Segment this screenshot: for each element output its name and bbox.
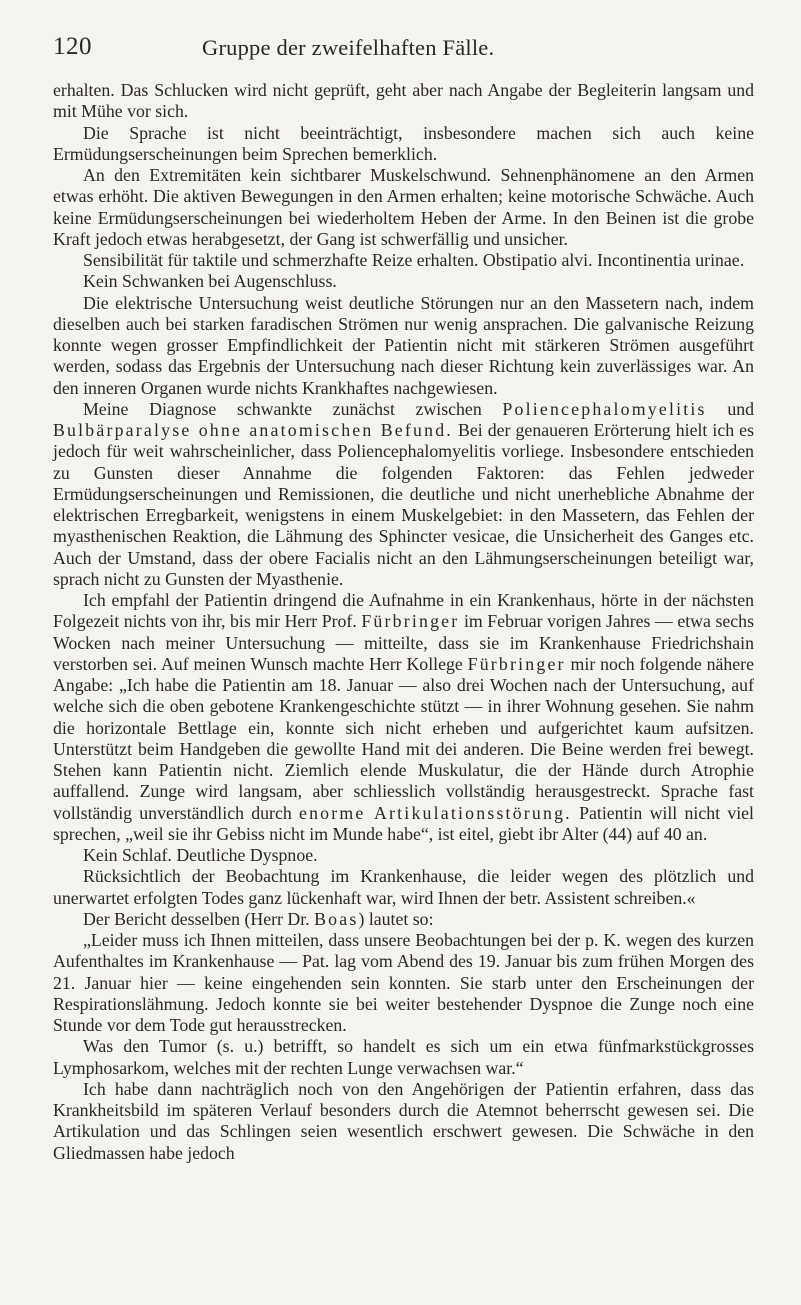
text-run: „Leider muss ich Ihnen mitteilen, dass unsere Beobachtungen bei der p. K. wegen des kurzen Aufenthaltes im Krankenhause — Pat. lag vom Abend des 19. Januar bis zum frühen Morgen des 21. Januar hier — keine eingehenden sein konnten. Sie starb unter den Erscheinungen der Respirationslähmung. Jedoch konnte sie bei weiter bestehender Dyspnoe die Zunge noch eine Stunde vor dem Tode gut herausstrecken.	[53, 930, 754, 1035]
text-run: Kein Schlaf. Deutliche Dyspnoe.	[83, 845, 318, 865]
spaced-emphasis: Boas	[314, 908, 359, 929]
text-run: Ich empfahl der Patientin dringend die Aufnahme in ein Krankenhaus, hörte in der nächsten Folgezeit nichts von ihr, bis mir Herr Prof.	[53, 590, 754, 632]
text-run: Bei der genaueren Erörterung hielt ich es jedoch für weit wahrscheinlicher, dass Poliencephalomyelitis vorliege. Insbesondere entschieden zu Gunsten dieser Annahme die folgenden Faktoren: das Fehlen jedweder Ermüdungserscheinungen und Remissionen, die deutliche und nicht unerhebliche Abnahme der elektrischen Erregbarkeit, wenigstens in einem Muskelgebiet: in den Massetern, das Fehlen der myasthenischen Reaktion, die Lähmung des Sphincter vesicae, die Unsicherheit des Ganges etc. Auch der Umstand, dass der obere Facialis nicht an den Lähmungserscheinungen beteiligt war, sprach nicht zu Gunsten der Myasthenie.	[53, 420, 754, 589]
paragraph	[53, 866, 754, 909]
paragraph	[53, 80, 754, 123]
spaced-emphasis: Poliencephalomyelitis	[502, 398, 707, 419]
text-run: Was den Tumor (s. u.) betrifft, so handelt es sich um ein etwa fünfmarkstückgrosses Lymphosarkom, welches mit der rechten Lunge verwachsen war.“	[53, 1036, 754, 1078]
paragraph	[53, 1036, 754, 1079]
spaced-emphasis: enorme Artikulationsstörung.	[299, 802, 572, 823]
spaced-emphasis: Fürbringer	[361, 611, 460, 632]
text-run: Meine Diagnose schwankte zunächst zwischen	[83, 398, 503, 419]
paragraph	[53, 123, 754, 166]
text-run: Patientin will nicht viel sprechen, „weil sie ihr Gebiss nicht im Munde habe“, ist eitel, giebt ibr Alter (44) auf 40 an.	[53, 802, 755, 844]
text-run: mir noch folgende nähere Angabe: „Ich habe die Patientin am 18. Januar — also drei Wochen nach der Untersuchung, auf welche sich die oben gebotene Krankengeschichte stützt — in ihrer Wohnung gesehen. Sie nahm die horizontale Bettlage ein, konnte sich nicht erheben und aufgerichtet kaum aufsitzen. Unterstützt beim Handgeben die gewollte Hand mit dei anderen. Die Beine werden frei bewegt. Stehen kann Patientin nicht. Ziemlich elende Muskulatur, die der Hände durch Atrophie auffallend. Zunge wird langsam, aber schliesslich vollständig herausgestreckt. Sprache fast vollständig unverständlich durch	[53, 653, 754, 823]
paragraph	[53, 930, 754, 1036]
paragraph	[53, 165, 754, 250]
paragraph	[53, 845, 754, 866]
text-run: Der Bericht desselben (Herr Dr.	[83, 908, 315, 929]
text-run: An den Extremitäten kein sichtbarer Muskelschwund. Sehnenphänomene an den Armen etwas erhöht. Die aktiven Bewegungen in den Armen erhalten; keine motorische Schwäche. Auch keine Ermüdungserscheinungen bei wiederholtem Heben der Arme. In den Beinen ist die grobe Kraft jedoch etwas herabgesetzt, der Gang ist schwerfällig und unsicher.	[53, 165, 754, 249]
spaced-emphasis: Bulbärparalyse ohne anatomischen Befund.	[53, 420, 453, 440]
text-run: Kein Schwanken bei Augenschluss.	[83, 271, 337, 292]
paragraph	[53, 590, 754, 845]
text-run: und	[706, 398, 754, 419]
text-run: erhalten. Das Schlucken wird nicht geprüft, geht aber nach Angabe der Begleiterin langsam und mit Mühe vor sich.	[53, 80, 754, 122]
paragraph	[53, 909, 754, 930]
text-run: Ich habe dann nachträglich noch von den Angehörigen der Patientin erfahren, dass das Krankheitsbild im späteren Verlauf besonders durch die Atemnot beherrscht gewesen sei. Die Artikulation und das Schlingen seien wesentlich erschwert gewesen. Die Schwäche in den Gliedmassen habe jedoch	[53, 1078, 754, 1163]
text-run: Die elektrische Untersuchung weist deutliche Störungen nur an den Massetern nach, indem dieselben auch bei starken faradischen Strömen nur wenig ansprachen. Die galvanische Reizung konnte wegen grosser Empfindlichkeit der Patientin nicht mit stärkeren Strömen ausgeführt werden, sodass das Ergebnis der Untersuchung nach dieser Richtung kein zuverlässiges war. An den inneren Organen wurde nichts Krankhaftes nachgewiesen.	[53, 292, 754, 398]
paragraph	[53, 250, 754, 271]
page-number: 120	[53, 33, 92, 60]
body-text	[53, 80, 754, 1164]
text-run: Die Sprache ist nicht beeinträchtigt, insbesondere machen sich auch keine Ermüdungserscheinungen beim Sprechen bemerklich.	[53, 122, 754, 164]
paragraph	[53, 293, 754, 399]
running-title: Gruppe der zweifelhaften Fälle.	[202, 35, 495, 60]
text-run: im Februar vorigen Jahres — etwa sechs Wocken nach meiner Untersuchung — mitteilte, dass sie im Krankenhause Friedrichshain verstorben sei. Auf meinen Wunsch machte Herr Kollege	[53, 611, 754, 674]
text-run: ) lautet so:	[358, 908, 434, 929]
page-header	[53, 0, 754, 62]
paragraph	[53, 1079, 754, 1164]
text-run: Rücksichtlich der Beobachtung im Krankenhause, die leider wegen des plötzlich und unerwartet erfolgten Todes ganz lückenhaft war, wird Ihnen der betr. Assistent schreiben.«	[53, 866, 754, 908]
paragraph	[53, 271, 754, 292]
paragraph	[53, 399, 754, 590]
text-run: Sensibilität für taktile und schmerzhafte Reize erhalten. Obstipatio alvi. Incontinentia urinae.	[83, 250, 745, 270]
spaced-emphasis: Fürbringer	[467, 653, 566, 674]
